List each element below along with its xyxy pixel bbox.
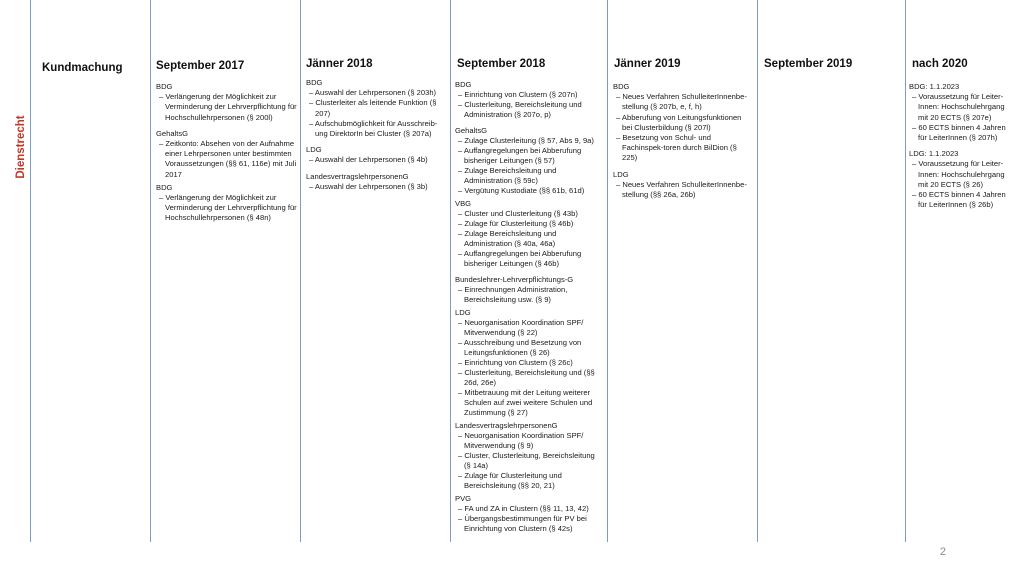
column-header-september-2017: September 2017: [156, 60, 245, 72]
law-item: – Auswahl der Lehrpersonen (§ 203h): [306, 88, 446, 98]
law-block: [156, 129, 297, 180]
law-block: [156, 183, 297, 224]
column-september-2017: [156, 82, 297, 227]
law-title: LDG: 1.1.2023: [909, 149, 959, 159]
law-item: – Zulage Clusterleitung (§ 57, Abs 9, 9a): [455, 136, 603, 146]
law-item: – Verlängerung der Möglichkeit zur Verminderung der Lehrverpflichtung für Hochschullehrpersonen (§ 48n): [156, 193, 297, 224]
law-block: [613, 170, 753, 201]
grid-line: [30, 0, 31, 542]
law-item: – Einrichtung von Clustern (§ 26c): [455, 358, 603, 368]
grid-line: [607, 0, 608, 542]
law-item: – Verlängerung der Möglichkeit zur Verminderung der Lehrverpflichtung für Hochschullehrpersonen (§ 200l): [156, 92, 297, 123]
law-item: – Neues Verfahren SchulleiterInnenbe-stellung (§ 207b, e, f, h): [613, 92, 753, 112]
grid-line: [300, 0, 301, 542]
column-header-nach-2020: nach 2020: [912, 58, 968, 70]
page-number: 2: [939, 546, 946, 558]
law-block: [455, 421, 603, 491]
law-block: [156, 82, 297, 123]
law-item: – Zulage für Clusterleitung und Bereichsleitung (§§ 20, 21): [455, 471, 603, 491]
law-item: – Voraussetzung für Leiter-Innen: Hochschulehrgang mit 20 ECTS (§ 26): [909, 159, 1013, 190]
law-item: – Abberufung von Leitungsfunktionen bei Clusterbildung (§ 207l): [613, 113, 753, 133]
law-title: GehaltsG: [156, 128, 189, 138]
law-item: – Neues Verfahren SchulleiterInnenbe-stellung (§§ 26a, 26b): [613, 180, 753, 200]
law-item: – Voraussetzung für Leiter-Innen: Hochschulehrgang mit 20 ECTS (§ 207e): [909, 92, 1013, 123]
law-title: VBG: [455, 199, 472, 208]
law-title: GehaltsG: [455, 126, 488, 135]
law-title: BDG: [156, 82, 173, 91]
law-item: – Neuorganisation Koordination SPF/ Mitverwendung (§ 22): [455, 318, 603, 338]
law-item: – Einrichtung von Clustern (§ 207n): [455, 90, 603, 100]
law-title: LDG: [613, 169, 629, 179]
law-item: – Cluster, Clusterleitung, Bereichsleitung (§ 14a): [455, 451, 603, 471]
law-item: – Besetzung von Schul- und Fachinspek-toren durch BilDion (§ 225): [613, 133, 753, 164]
law-item: – Vergütung Kustodiate (§§ 61b, 61d): [455, 186, 603, 196]
side-label-container: [8, 115, 34, 179]
law-item: – Zulage Bereichsleitung und Administration (§ 59c): [455, 166, 603, 186]
column-header-kundmachung: Kundmachung: [42, 62, 123, 74]
law-item: – Zeitkonto: Absehen von der Aufnahme einer Lehrpersonen unter bestimmten Voraussetzungen (§§ 61, 116e) mit Juli 2017: [156, 139, 297, 180]
column-september-2018: [455, 80, 603, 537]
law-title: BDG: 1.1.2023: [909, 82, 960, 91]
law-block: [455, 275, 603, 305]
law-item: – Mitbetrauung mit der Leitung weiterer Schulen auf zwei weitere Schulen und Zustimmung (§ 27): [455, 388, 603, 418]
law-item: – 60 ECTS binnen 4 Jahren für LeiterInnen (§ 207h): [909, 123, 1013, 143]
law-title: BDG: [613, 82, 630, 91]
law-title: PVG: [455, 494, 472, 503]
law-item: – Zulage Bereichsleitung und Administration (§ 40a, 46a): [455, 229, 603, 249]
grid-line: [150, 0, 151, 542]
law-block: [306, 78, 446, 139]
law-item: – Aufschubmöglichkeit für Ausschreib-ung DirektorIn bei Cluster (§ 207a): [306, 119, 446, 139]
law-block: [455, 199, 603, 269]
law-title: Bundeslehrer-Lehrverpflichtungs-G: [455, 275, 574, 284]
grid-line: [450, 0, 451, 542]
side-label: Dienstrecht: [15, 115, 27, 179]
law-title: LDG: [455, 308, 471, 317]
law-item: – Auswahl der Lehrpersonen (§ 4b): [306, 155, 446, 165]
law-item: – Cluster und Clusterleitung (§ 43b): [455, 209, 603, 219]
law-block: [455, 494, 603, 534]
column-nach-2020: [909, 82, 1013, 213]
column-header-jaenner-2018: Jänner 2018: [306, 58, 373, 70]
law-title: BDG: [306, 78, 323, 87]
law-block: [306, 145, 446, 165]
column-header-jaenner-2019: Jänner 2019: [614, 58, 681, 70]
law-item: – Auffangregelungen bei Abberufung bisheriger Leitungen (§ 46b): [455, 249, 603, 269]
law-block: [909, 149, 1013, 210]
law-item: – Auswahl der Lehrpersonen (§ 3b): [306, 182, 446, 192]
law-item: – Clusterleitung, Bereichsleitung und (§§ 26d, 26e): [455, 368, 603, 388]
law-block: [613, 82, 753, 164]
law-item: – Übergangsbestimmungen für PV bei Einrichtung von Clustern (§ 42s): [455, 514, 603, 534]
column-jaenner-2019: [613, 82, 753, 203]
law-item: – Neuorganisation Koordination SPF/ Mitverwendung (§ 9): [455, 431, 603, 451]
law-block: [455, 126, 603, 196]
law-title: BDG: [156, 182, 173, 192]
law-item: – Ausschreibung und Besetzung von Leitungsfunktionen (§ 26): [455, 338, 603, 358]
law-block: [306, 172, 446, 192]
law-item: – Auffangregelungen bei Abberufung bisheriger Leitungen (§ 57): [455, 146, 603, 166]
law-title: LandesvertragslehrpersonenG: [455, 421, 558, 430]
law-title: LandesvertragslehrpersonenG: [306, 171, 409, 181]
law-block: [909, 82, 1013, 143]
grid-line: [757, 0, 758, 542]
column-header-september-2018: September 2018: [457, 58, 546, 70]
law-item: – Zulage für Clusterleitung (§ 46b): [455, 219, 603, 229]
law-item: – 60 ECTS binnen 4 Jahren für LeiterInnen (§ 26b): [909, 190, 1013, 210]
law-item: – Clusterleiter als leitende Funktion (§ 207): [306, 98, 446, 118]
law-block: [455, 308, 603, 418]
law-block: [455, 80, 603, 120]
law-item: – Clusterleitung, Bereichsleitung und Administration (§ 207o, p): [455, 100, 603, 120]
grid-line: [905, 0, 906, 542]
law-item: – Einrechnungen Administration, Bereichsleitung usw. (§ 9): [455, 285, 603, 305]
column-header-september-2019: September 2019: [764, 58, 853, 70]
law-title: LDG: [306, 145, 322, 155]
law-item: – FA und ZA in Clustern (§§ 11, 13, 42): [455, 504, 603, 514]
column-jaenner-2018: [306, 78, 446, 195]
law-title: BDG: [455, 80, 472, 89]
